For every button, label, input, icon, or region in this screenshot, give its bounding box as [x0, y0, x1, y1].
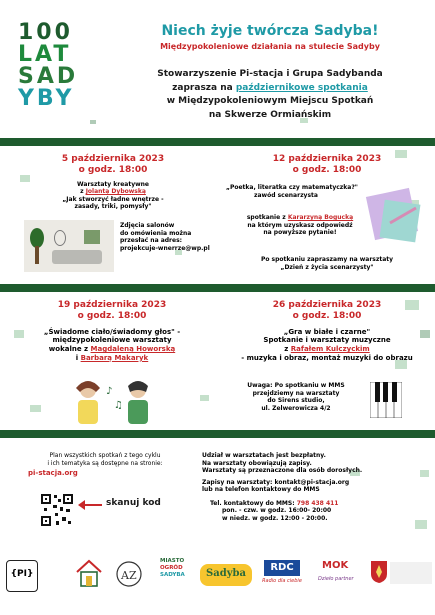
event-4-date: 26 października 2023 — [272, 300, 382, 310]
event-1-line-4: zasady, triki, pomysły" — [74, 203, 152, 211]
event-1-note: Zdjęcia salonów do omówienia można przesłać na adres: projekcuje-wnerrze@wp.pl — [120, 222, 220, 252]
invite-line-4: na Skwerze Ormiańskim — [208, 109, 332, 120]
svg-text:AZ: AZ — [121, 569, 137, 582]
event-2-description — [226, 184, 371, 199]
event-3-host-2: Barbarą Makaryk — [80, 353, 149, 362]
event-1-host: Jolantą Dybowską — [85, 188, 146, 196]
logo-row-3: SAD — [18, 64, 79, 89]
singer-1-body — [78, 400, 98, 424]
logo-row-1: 100 — [18, 20, 73, 45]
mok-logo: MOK Dzieło partner — [318, 560, 354, 582]
info-right-line-3: Warsztaty są przeznaczone dla osób dorosłych. — [202, 467, 363, 474]
piano-keys-image — [370, 382, 402, 418]
decor-fragment — [200, 395, 209, 401]
event-4-line-2: Spotkanie i warsztaty muzyczne — [263, 336, 391, 345]
qr-code[interactable] — [40, 493, 74, 527]
az-logo — [115, 560, 143, 588]
event-2-time: o godz. 18:00 — [292, 164, 362, 175]
plant-shape — [30, 228, 44, 248]
mirror-shape — [54, 230, 66, 246]
divider-band — [0, 138, 435, 146]
decor-fragment — [30, 405, 41, 412]
invitation-text — [110, 68, 430, 122]
logo-row-2: LAT — [18, 42, 72, 67]
event-2-line-1: „Poetka, literatka czy matematyczka?" — [226, 184, 358, 191]
event-1 — [8, 154, 218, 211]
signup-email[interactable]: Zapisy na warsztaty: kontakt@pi-stacja.org — [202, 478, 350, 486]
opening-hours-2: w niedz. w godz. 12:00 - 20:00. — [222, 514, 328, 522]
info-right — [202, 452, 430, 522]
piano-black-key — [375, 382, 380, 402]
event-1-date: 5 października 2023 — [61, 154, 165, 164]
event-2-line-2: zawód scenarzysta — [254, 191, 318, 199]
sofa-shape — [52, 250, 102, 264]
event-3-host-1: Magdaleną Howorską — [90, 345, 176, 354]
decor-fragment — [90, 120, 96, 124]
info-left-line-1: Plan wszystkich spotkań z tego cyklu — [49, 452, 161, 459]
notebook-image — [368, 186, 426, 244]
phone-number[interactable]: 798 438 411 — [296, 499, 339, 507]
event-2-host: Kararzyną Bogucką — [287, 214, 354, 221]
painting-shape — [84, 230, 100, 244]
info-right-line-1: Udział w warsztatach jest bezpłatny. — [202, 452, 326, 459]
event-2 — [222, 154, 432, 176]
event-3-line-2: międzypokoleniowe warsztaty — [52, 336, 172, 345]
event-4-host: Rafałem Kulczyckim — [290, 345, 370, 354]
contact-phone: Tel. kontaktowy do MMS: 798 438 411 — [210, 499, 339, 507]
invite-line-2: zaprasza na październikowe spotkania — [172, 82, 368, 93]
event-4-line-3: z Rafałem Kulczyckim — [284, 345, 370, 354]
piano-black-key — [383, 382, 388, 402]
invite-line-1: Stowarzyszenie Pi-stacja i Grupa Sadybanda — [157, 69, 383, 79]
invite-line-3: w Międzypokoleniowym Miejscu Spotkań — [166, 96, 374, 106]
invite-highlight: październikowe spotkania — [235, 82, 368, 93]
music-note-icon: ♫ — [114, 400, 123, 411]
living-room-image — [24, 220, 114, 272]
event-3-line-4: i Barbarą Makaryk — [75, 353, 149, 362]
page-title: Niech żyje twórcza Sadyba! — [161, 23, 379, 39]
logo-row-4: YBY — [18, 86, 75, 111]
event-4 — [222, 300, 432, 363]
opening-hours-1: pon. - czw. w godz. 16:00- 20:00 — [222, 507, 332, 514]
event-3-line-1: „Świadome ciało/świadomy głos" - — [43, 327, 181, 336]
event-4-line-4: - muzyka i obraz, montaż muzyki do obrazu — [241, 353, 413, 362]
event-3-line-3: wokalne z Magdaleną Howorską — [48, 345, 176, 354]
divider-band — [0, 284, 435, 292]
event-4-time: o godz. 18:00 — [292, 310, 362, 321]
event-1-line-3: „Jak stworzyć ładne wnętrze - — [62, 195, 164, 203]
event-1-line-2: z Jolantą Dybowską — [80, 188, 146, 196]
sadyba-logo: Sadyba — [200, 564, 252, 586]
singer-2-body — [128, 400, 148, 424]
info-right-line-2: Na warsztaty obowiązują zapisy. — [202, 459, 312, 467]
info-left — [10, 452, 200, 478]
district-logo — [390, 562, 432, 584]
house-logo — [75, 558, 103, 590]
rdc-logo: RDC Radio dla ciebie — [262, 562, 302, 584]
piano-black-key — [392, 382, 397, 402]
event-3-date: 19 października 2023 — [57, 300, 167, 310]
music-note-icon: ♪ — [106, 386, 113, 397]
info-right-line-5: lub na telefon kontaktowy do MMS — [202, 486, 320, 493]
event-2-workshop: Po spotkaniu zapraszamy na warsztaty „Dzień z życia scenarzysty" — [260, 256, 394, 271]
website-link[interactable]: pi-stacja.org — [28, 469, 78, 477]
page-subtitle: Międzypokoleniowe działania na stulecie Sadyby — [160, 42, 380, 51]
event-1-email[interactable]: projekcuje-wnerrze@wp.pl — [120, 244, 210, 252]
event-1-line-1: Warsztaty kreatywne — [77, 180, 149, 188]
divider-band — [0, 430, 435, 438]
sadyba-100-logo — [14, 22, 114, 112]
miasto-ogrod-logo: MIASTO OGRÓD SADYBA — [160, 558, 185, 578]
event-4-note: Uwaga: Po spotkaniu w MMS przejdziemy na warsztaty do Sirens studio, ul. Zelwerowicza 4/2 — [247, 382, 345, 412]
event-2-meeting: spotkanie z Kararzyną Bogucką na którym uzyskasz odpowiedź na powyższe pytanie! — [246, 214, 354, 236]
event-3-time: o godz. 18:00 — [77, 310, 147, 321]
scan-code-label: skanuj kod — [106, 498, 161, 508]
info-left-line-2: i ich tematyka są dostępne na stronie: — [47, 459, 163, 467]
pistacja-logo: {PI} — [6, 560, 38, 592]
event-2-date: 12 października 2023 — [272, 154, 382, 164]
event-1-time: o godz. 18:00 — [78, 164, 148, 175]
event-4-line-1: „Gra w białe i czarne" — [283, 327, 371, 336]
warsaw-coat-of-arms — [370, 560, 388, 584]
event-3 — [6, 300, 218, 363]
singers-image — [66, 378, 162, 426]
